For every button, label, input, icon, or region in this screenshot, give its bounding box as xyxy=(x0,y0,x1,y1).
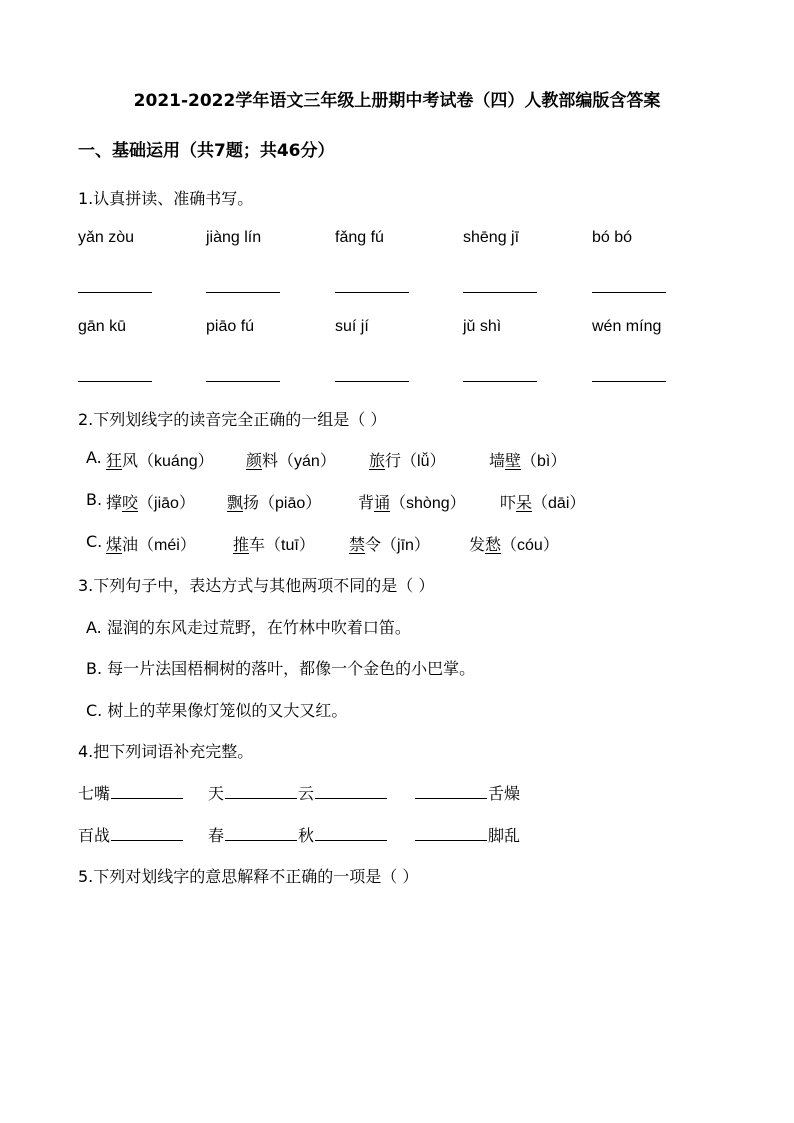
pinyin-item: piāo fú xyxy=(206,318,255,335)
pinyin-item: jǔ shì xyxy=(463,318,502,335)
answer-blank[interactable] xyxy=(463,292,537,293)
answer-blank[interactable] xyxy=(592,292,666,293)
word-item: 发愁（cóu） xyxy=(469,535,559,554)
idiom-item[interactable]: 脚乱 xyxy=(414,823,520,846)
answer-blank[interactable] xyxy=(78,292,152,293)
pinyin-item: wén míng xyxy=(592,318,662,335)
answer-blank[interactable] xyxy=(206,292,280,293)
idiom-item[interactable]: 百战 xyxy=(78,823,184,846)
pinyin-item: gān kū xyxy=(78,318,127,335)
option-a[interactable]: A. 湿润的东风走过荒野，在竹林中吹着口笛。 xyxy=(86,618,411,637)
question-2-stem: 2.下列划线字的读音完全正确的一组是（ ） xyxy=(78,410,387,429)
idiom-item[interactable]: 七嘴 xyxy=(78,781,184,804)
word-item: 背诵（shòng） xyxy=(358,493,466,512)
question-3-stem: 3.下列句子中，表达方式与其他两项不同的是（ ） xyxy=(78,576,435,595)
question-5-stem: 5.下列对划线字的意思解释不正确的一项是（ ） xyxy=(78,867,419,886)
answer-blank[interactable] xyxy=(592,381,666,382)
answer-blank[interactable] xyxy=(206,381,280,382)
question-4-stem: 4.把下列词语补充完整。 xyxy=(78,742,254,761)
answer-blank[interactable] xyxy=(78,381,152,382)
word-item: 吓呆（dāi） xyxy=(500,493,586,512)
idiom-item[interactable]: 春 秋 xyxy=(208,823,388,846)
option-label: B. xyxy=(86,490,103,509)
page-title: 2021-2022学年语文三年级上册期中考试卷（四）人教部编版含答案 xyxy=(133,91,661,111)
answer-blank[interactable] xyxy=(463,381,537,382)
word-item: 煤油（méi） xyxy=(106,535,196,554)
option-b[interactable]: B. 每一片法国梧桐树的落叶，都像一个金色的小巴掌。 xyxy=(86,659,476,678)
question-1-stem: 1.认真拼读、准确书写。 xyxy=(78,189,254,208)
option-label: A. xyxy=(86,448,102,467)
idiom-item[interactable]: 舌燥 xyxy=(414,781,520,804)
word-item: 禁令（jīn） xyxy=(349,535,430,554)
option-label: C. xyxy=(86,532,103,551)
word-item: 旅行（lǚ） xyxy=(369,451,446,470)
pinyin-item: suí jí xyxy=(335,318,369,335)
pinyin-item: shēng jī xyxy=(463,229,520,246)
pinyin-item: jiàng lín xyxy=(206,229,262,246)
word-item: 颜料（yán） xyxy=(246,451,336,470)
word-item: 飘扬（piāo） xyxy=(227,493,322,512)
word-item: 狂风（kuáng） xyxy=(106,451,214,470)
answer-blank[interactable] xyxy=(335,292,409,293)
word-item: 墙壁（bì） xyxy=(489,451,567,470)
pinyin-item: yǎn zòu xyxy=(78,229,135,246)
idiom-item[interactable]: 天 云 xyxy=(208,781,388,804)
pinyin-item: fǎng fú xyxy=(335,229,384,246)
option-c[interactable]: C. 树上的苹果像灯笼似的又大又红。 xyxy=(86,701,348,720)
word-item: 推车（tuī） xyxy=(233,535,315,554)
pinyin-item: bó bó xyxy=(592,229,633,246)
answer-blank[interactable] xyxy=(335,381,409,382)
word-item: 撑咬（jiāo） xyxy=(106,493,195,512)
section-heading: 一、基础运用（共7题；共46分） xyxy=(78,141,335,161)
